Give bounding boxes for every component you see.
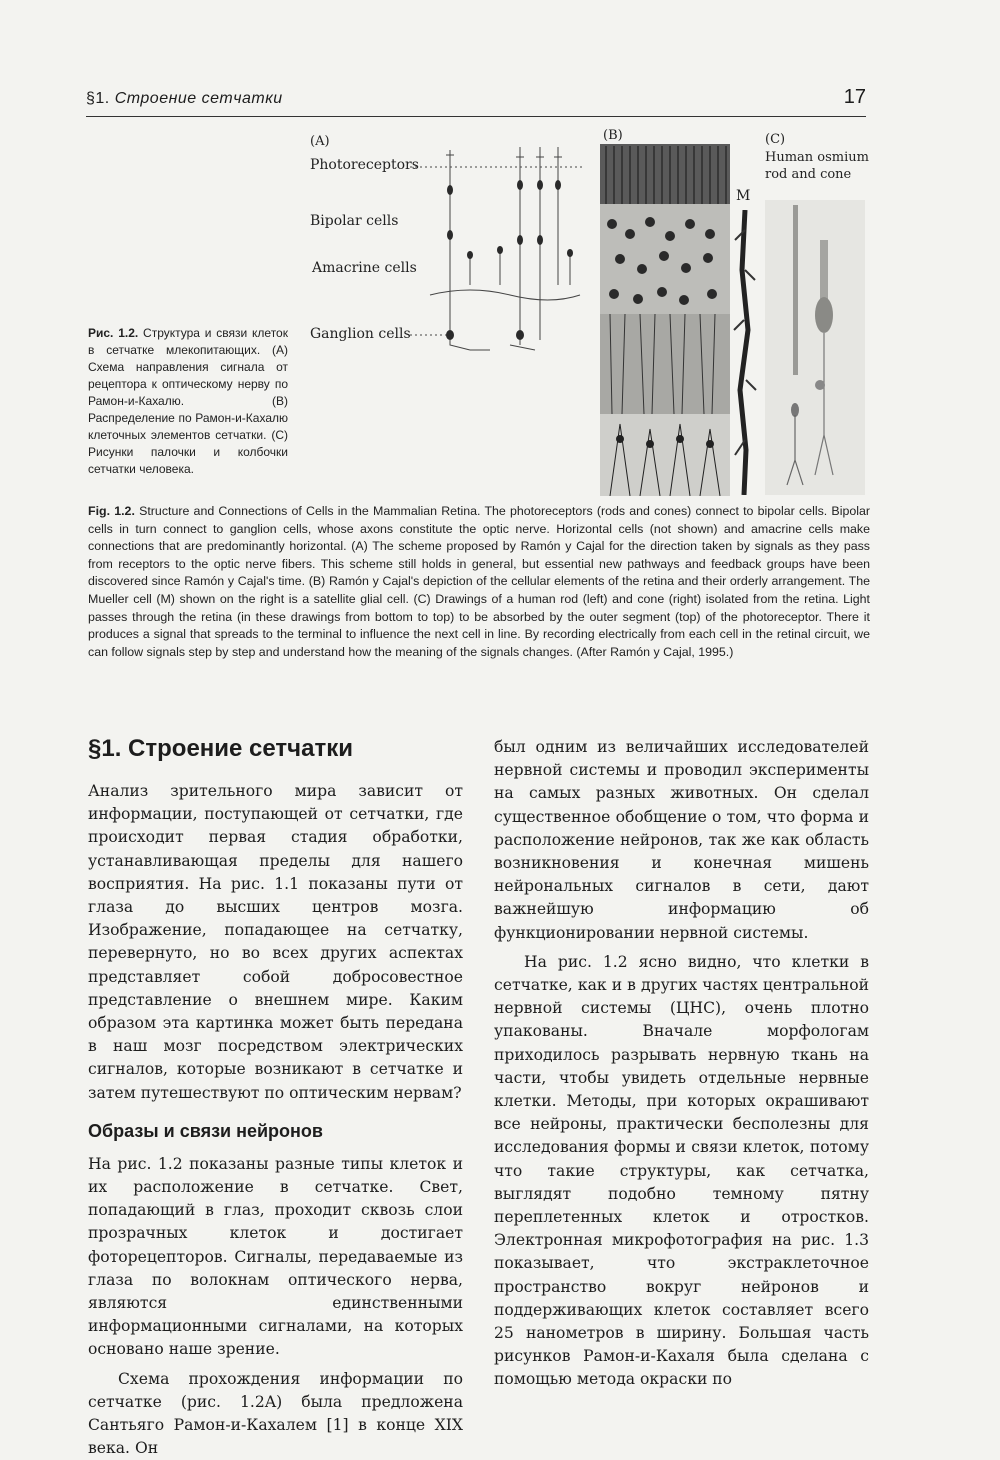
label-photoreceptors: Photoreceptors (310, 157, 419, 173)
panel-b-label: (B) (603, 128, 623, 143)
running-header-section: §1. Строение сетчатки (86, 90, 283, 107)
body-column-right (494, 736, 869, 1392)
label-mueller-cell: M (736, 188, 751, 204)
label-amacrine-cells: Amacrine cells (312, 260, 417, 276)
body-column-left (88, 730, 463, 1460)
figure-1-2 (300, 130, 880, 500)
panel-a-label: (A) (310, 134, 330, 149)
panel-c-title-line-1: Human osmium (765, 150, 869, 165)
panel-a-drawing (410, 145, 590, 370)
panel-c-title-line-2: rod and cone (765, 167, 852, 182)
caption-en-label: Fig. 1.2. (88, 504, 135, 518)
page-number: 17 (843, 86, 866, 108)
panel-b-drawing (600, 144, 730, 496)
paragraph-3: Схема прохождения информации по сетчатке (рис. 1.2A) была предложена Сантьяго Рамон-и-Кахалем [1] в конце XIX века. Он (88, 1369, 463, 1458)
paragraph-4: был одним из величайших исследователей нервной системы и проводил эксперименты на самых разных животных. Он сделал существенное обобщение о том, что форма и расположение нейронов, так же как область возникновения и конечная мишень нейрональных сигналов в сети, дают важнейшую информацию об функционировании нервной системы. (494, 738, 869, 942)
running-header (86, 86, 866, 117)
figure-caption-en (88, 503, 870, 661)
section-heading: §1. Строение сетчатки (88, 735, 353, 762)
caption-ru-label: Рис. 1.2. (88, 326, 139, 340)
subsection-heading: Образы и связи нейронов (88, 1120, 323, 1141)
mueller-cell-drawing (730, 210, 760, 495)
figure-caption-ru (88, 325, 288, 478)
paragraph-2: На рис. 1.2 показаны разные типы клеток и их расположение в сетчатке. Свет, попадающий в глаз, проходит сквозь слои прозрачных клеток и достигает фоторецепторов. Сигналы, передаваемые из глаза по волокнам оптического нерва, являются единственными информационными сигналами, на которых основано наше зрение. (88, 1154, 463, 1359)
paragraph-1: Анализ зрительного мира зависит от информации, поступающей от сетчатки, где происходит первая стадия обработки, устанавливающая пределы для нашего восприятия. На рис. 1.1 показаны пути от глаза до высших центров мозга. Изображение, попадающее на сетчатку, перевернуто, но во всех других аспектах представляет собой добросовестное представление о внешнем мире. Каким образом эта картинка может быть передана в наш мозг посредством электрических сигналов, которые возникают в сетчатке и затем путешествуют по оптическим нервам? (88, 782, 463, 1102)
label-ganglion-cells: Ganglion cells (310, 326, 411, 342)
caption-ru-text: Структура и связи клеток в сетчатке млекопитающих. (A) Схема направления сигнала от рецептора к оптическому нерву по Рамон-и-Кахалю. (B) Распределение по Рамон-и-Кахалю клеточных элементов сетчатки. (C) Рисунки палочки и колбочки сетчатки человека. (88, 326, 288, 476)
caption-en-text: Structure and Connections of Cells in the Mammalian Retina. The photoreceptors (rods and cones) connect to bipolar cells. Bipolar cells in turn connect to ganglion cells, whose axons constitute the optic nerve. Horizontal cells (not shown) and amacrine cells make connections that are predominantly horizontal. (A) The scheme proposed by Ramón y Cajal for the direction taken by signals as they pass from receptors to the optic nerve fibers. This scheme still holds in general, but essential new pathways and feedback groups have been discovered since Ramón y Cajal's time. (B) Ramón y Cajal's depiction of the cellular elements of the retina and their orderly arrangement. The Mueller cell (M) shown on the right is a satellite glial cell. (C) Drawings of a human rod (left) and cone (right) isolated from the retina. Light passes through the retina (in these drawings from bottom to top) to be absorbed by the outer segment (top) of the photoreceptor. There it produces a signal that spreads to the terminal to influence the next cell in line. By recording electrically from each cell in the retinal circuit, we can follow signals step by step and understand how the meaning of the signals changes. (After Ramón y Cajal, 1995.) (88, 504, 870, 659)
panel-c-drawing (765, 200, 865, 495)
panel-c-label: (C) (765, 132, 786, 147)
label-bipolar-cells: Bipolar cells (310, 213, 399, 229)
paragraph-5: На рис. 1.2 ясно видно, что клетки в сетчатке, как и в других частях центральной нервной системы (ЦНС), очень плотно упакованы. Вначале морфологам приходилось разрывать нервную ткань на части, чтобы увидеть отдельные нервные клетки. Методы, при которых окрашивают все нейроны, практически бесполезны для исследования формы и связи клеток, потому что такие структуры, как сетчатка, выглядят подобно темному пятну переплетенных клеток и отростков. Электронная микрофотография на рис. 1.3 показывает, что экстраклеточное пространство вокруг нейронов и поддерживающих клеток составляет всего 25 нанометров в ширину. Большая часть рисунков Рамон-и-Кахаля была сделана с помощью метода окраски по (494, 952, 869, 1389)
